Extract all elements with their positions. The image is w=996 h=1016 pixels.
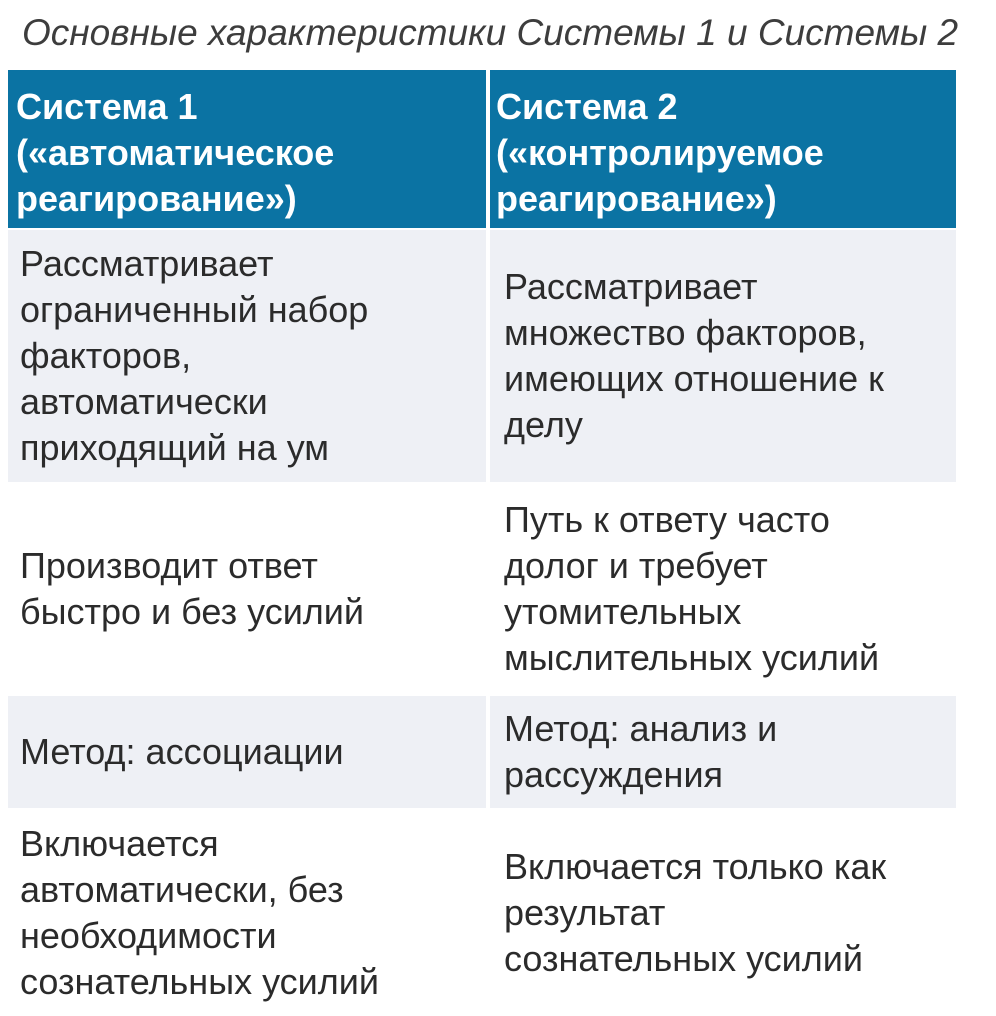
cell-line: Метод: ассоциации [20, 731, 344, 772]
header-system-1-line: («автоматическое [16, 132, 335, 173]
cell-line: Рассматривает [20, 243, 274, 284]
cell-line: быстро и без усилий [20, 591, 365, 632]
row-1-system-1 [8, 230, 486, 482]
cell-line: Метод: анализ и [504, 708, 778, 749]
row-4-system-2 [490, 810, 956, 1016]
comparison-table [8, 70, 956, 1016]
row-1-system-2 [490, 230, 956, 482]
cell-line: Производит ответ [20, 545, 318, 586]
header-system-1 [8, 70, 486, 228]
cell-line: автоматически [20, 381, 268, 422]
cell-line: множество факторов, [504, 312, 867, 353]
header-system-1-line: реагирование») [16, 178, 297, 219]
cell-line: утомительных [504, 591, 742, 632]
cell-line: приходящий на ум [20, 427, 330, 468]
row-2-system-2 [490, 484, 956, 694]
cell-line: сознательных усилий [504, 938, 863, 979]
cell-line: Рассматривает [504, 266, 758, 307]
header-system-1-line: Система 1 [16, 86, 198, 127]
row-3-system-1 [8, 696, 486, 808]
cell-line: мыслительных усилий [504, 637, 880, 678]
row-4-system-1 [8, 810, 486, 1016]
header-system-2-line: («контролируемое [496, 132, 824, 173]
cell-line: Включается только как [504, 846, 887, 887]
cell-line: Включается [20, 823, 219, 864]
cell-line: рассуждения [504, 754, 724, 795]
cell-line: результат [504, 892, 666, 933]
cell-line: факторов, [20, 335, 192, 376]
cell-line: автоматически, без [20, 869, 344, 910]
cell-line: сознательных усилий [20, 961, 379, 1002]
header-system-2 [490, 70, 956, 228]
header-system-2-line: реагирование») [496, 178, 777, 219]
cell-line: ограниченный набор [20, 289, 369, 330]
row-3-system-2 [490, 696, 956, 808]
table-caption: Основные характеристики Системы 1 и Системы 2 [22, 12, 959, 53]
cell-line: необходимости [20, 915, 277, 956]
header-system-2-line: Система 2 [496, 86, 678, 127]
cell-line: имеющих отношение к [504, 358, 884, 399]
row-2-system-1 [8, 484, 486, 694]
cell-line: делу [504, 404, 583, 445]
cell-line: долог и требует [504, 545, 768, 586]
cell-line: Путь к ответу часто [504, 499, 830, 540]
